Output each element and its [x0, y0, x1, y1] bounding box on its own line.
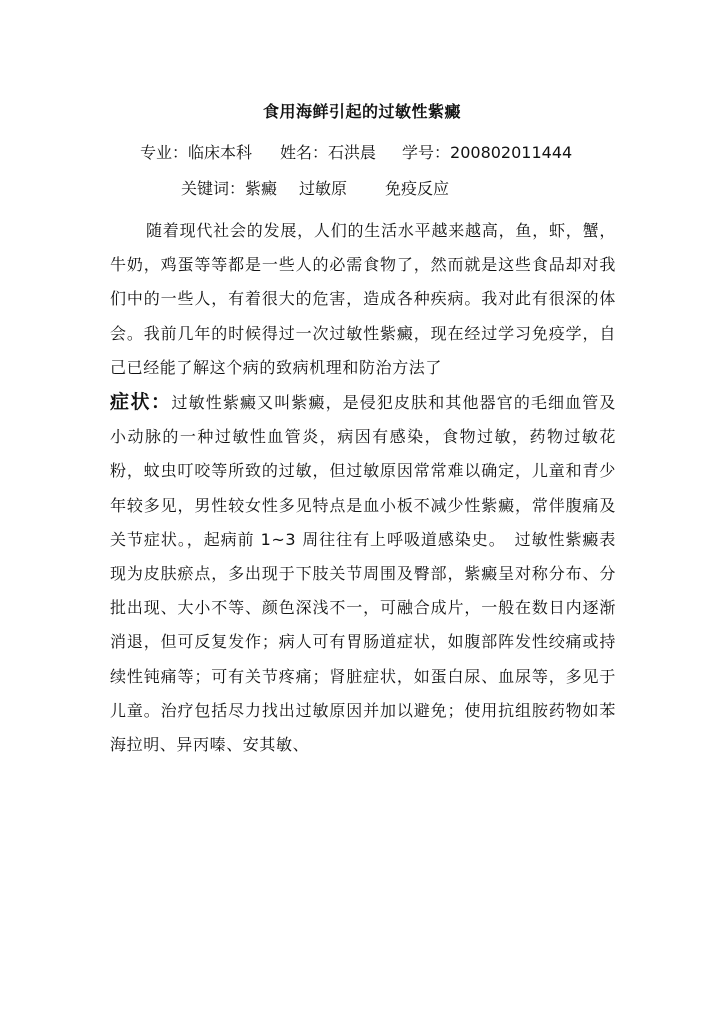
intro-paragraph: 随着现代社会的发展，人们的生活水平越来越高，鱼，虾，蟹，牛奶，鸡蛋等等都是一些人的必需食物了，然而就是这些食品却对我们中的一些人，有着很大的危害，造成各种疾病。我对此有很深的体会。我前几年的时候得过一次过敏性紫癜，现在经过学习免疫学，自己已经能了解这个病的致病机理和防治方法了 — [110, 221, 616, 377]
keyword-item: 过敏原 — [299, 179, 348, 198]
document-title: 食用海鲜引起的过敏性紫癜 — [262, 102, 461, 121]
document-body — [110, 214, 616, 762]
keyword-item: 免疫反应 — [385, 179, 450, 198]
keyword-label: 关键词：紫癜 — [181, 179, 278, 198]
name-field: 姓名：石洪晨 — [280, 143, 377, 162]
author-info-line — [140, 142, 572, 164]
major-field: 专业：临床本科 — [140, 143, 253, 162]
keywords-line — [181, 178, 449, 200]
symptoms-text: 过敏性紫癜又叫紫癜，是侵犯皮肤和其他器官的毛细血管及小动脉的一种过敏性血管炎，病因有感染，食物过敏，药物过敏花粉，蚊虫叮咬等所致的过敏，但过敏原因常常难以确定，儿童和青少年较多见，男性较女性多见特点是血小板不减少性紫癜，常伴腹痛及关节症状。，起病前 1~3 周往往有上呼吸道感染史。 过敏性紫癜表现为皮肤瘀点，多出现于下肢关节周围及臀部，紫癜呈对称分布、分批出现、大小不等、颜色深浅不一，可融合成片，一般在数日内逐渐消退，但可反复发作；病人可有胃肠道症状，如腹部阵发性绞痛或持续性钝痛等；可有关节疼痛；肾脏症状，如蛋白尿、血尿等，多见于儿童。治疗包括尽力找出过敏原因并加以避免；使用抗组胺药物如苯海拉明、异丙嗪、安其敏、 — [110, 393, 616, 755]
symptoms-heading: 症状： — [110, 391, 172, 414]
student-id-field: 学号：200802011444 — [402, 143, 573, 162]
symptoms-paragraph — [110, 385, 616, 762]
